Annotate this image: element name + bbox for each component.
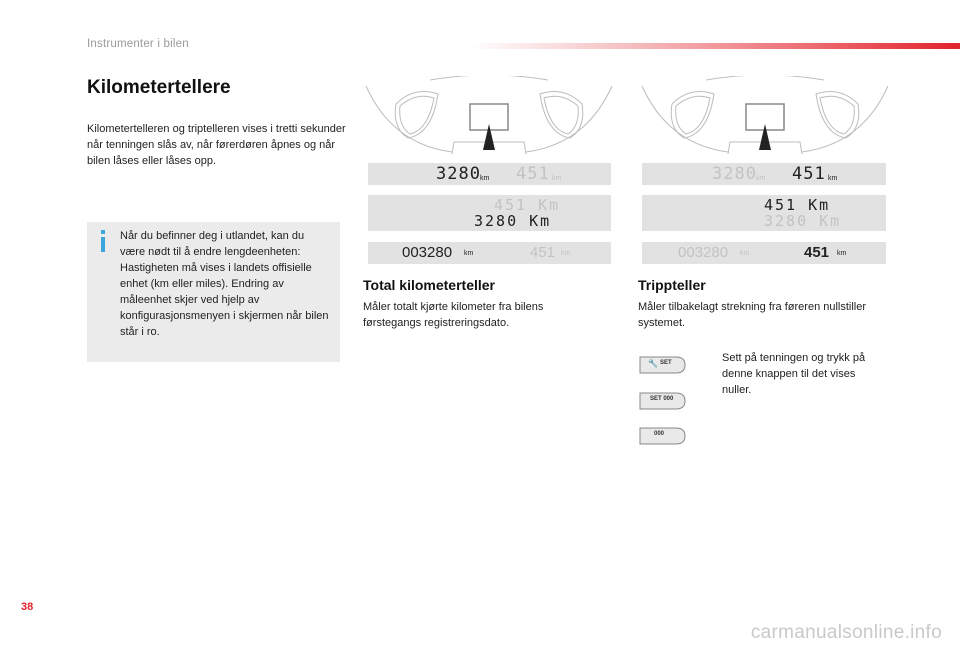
watermark: carmanualsonline.info <box>750 622 942 643</box>
wrench-icon: 🔧 <box>648 359 658 368</box>
info-icon <box>98 230 108 252</box>
trip-value: 451 <box>530 244 556 261</box>
total-odometer-title: Total kilometerteller <box>363 277 496 293</box>
odometer-unit: km <box>464 250 474 257</box>
odometer-line: 3280 Km <box>474 212 552 230</box>
odometer-value: 3280 <box>712 164 757 184</box>
odometer-unit: km <box>740 250 750 257</box>
trip-value: 451 <box>516 164 550 184</box>
odometer-value: 3280 <box>436 164 481 184</box>
trip-meter-title: Trippteller <box>638 277 706 293</box>
trip-display-1 <box>642 163 886 185</box>
trip-unit: km <box>552 175 562 182</box>
odometer-value: 003280 <box>678 244 729 261</box>
trip-unit: km <box>561 250 571 257</box>
odometer-unit: km <box>756 175 766 182</box>
set-000-button-label: SET 000 <box>650 396 674 402</box>
instrument-cluster-illustration <box>638 76 892 158</box>
header-accent-bar <box>470 43 960 49</box>
odometer-display-2 <box>368 195 611 231</box>
trip-display-2 <box>642 195 886 231</box>
odometer-display-1 <box>368 163 611 185</box>
odometer-display-3 <box>368 242 611 264</box>
set-button-label: SET <box>660 360 672 366</box>
reset-000-button-label: 000 <box>654 431 665 437</box>
set-button[interactable] <box>638 354 686 376</box>
trip-unit: km <box>828 175 838 182</box>
instrument-cluster-illustration <box>362 76 616 158</box>
trip-line: 451 Km <box>494 196 561 214</box>
page-number: 38 <box>21 601 34 613</box>
total-odometer-text: Måler totalt kjørte kilometer fra bilens førstegangs registreringsdato. <box>363 301 544 329</box>
trip-meter-text: Måler tilbakelagt strekning fra føreren nullstiller systemet. <box>638 301 867 329</box>
odometer-unit: km <box>480 175 490 182</box>
odometer-line: 3280 Km <box>764 212 842 230</box>
trip-value: 451 <box>792 164 826 184</box>
reset-instruction: Sett på tenningen og trykk på denne knappen til det vises nuller. <box>722 352 866 396</box>
reset-000-button[interactable] <box>638 425 686 447</box>
trip-unit: km <box>837 250 847 257</box>
trip-value: 451 <box>804 244 830 261</box>
odometer-value: 003280 <box>402 244 453 261</box>
trip-display-3 <box>642 242 886 264</box>
section-header: Instrumenter i bilen <box>87 38 189 50</box>
intro-paragraph: Kilometertelleren og triptelleren vises i tretti sekunder når tenningen slås av, når førerdøren åpnes og når bilen låses eller låses opp. <box>87 123 346 167</box>
trip-line: 451 Km <box>764 196 831 214</box>
info-text: Når du befinner deg i utlandet, kan du være nødt til å endre lengdeenheten: Hastigheten må vises i landets offisielle enhet (km eller miles). Endring av måleenhet skjer ved hjelp av konfigurasjonsmenyen i skjermen når bilen står i ro. <box>120 230 329 338</box>
set-000-button[interactable] <box>638 390 686 412</box>
page-title: Kilometertellere <box>87 77 231 98</box>
